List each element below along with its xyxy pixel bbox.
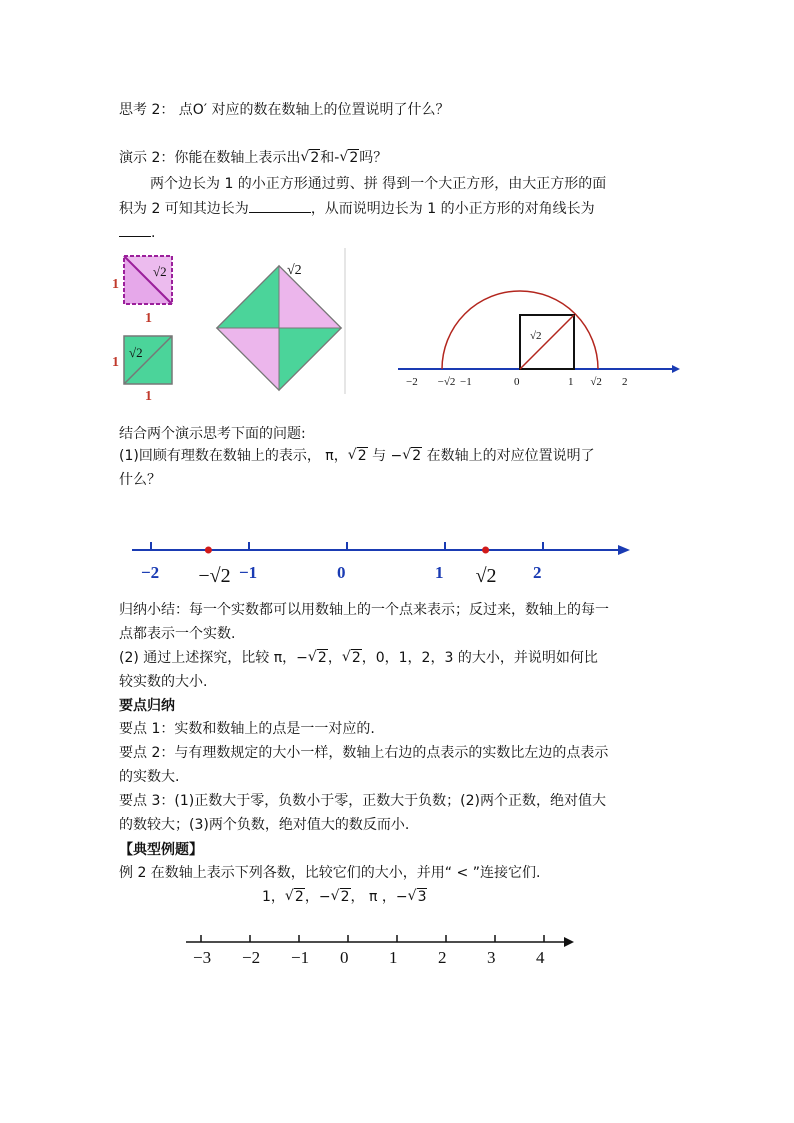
fill-blank-diagonal[interactable] (119, 222, 151, 237)
keypoint-2a: 要点 2：与有理数规定的大小一样，数轴上右边的点表示的实数比左边的点表示 (119, 745, 609, 761)
axis1-tick-label: 0 (514, 376, 520, 388)
demo2-para-line1: 两个边长为 1 的小正方形通过剪、拼 得到一个大正方形，由大正方形的面 (150, 176, 607, 192)
example-title: 【典型例题】 (119, 842, 203, 858)
axis3-tick-label: −3 (193, 948, 212, 967)
axis1-tick-label: √2 (590, 376, 602, 388)
axis2-tick-label: −2 (141, 563, 160, 582)
question-2-end: 较实数的大小. (119, 674, 208, 690)
label-diag-green: √2 (129, 345, 143, 360)
demo2-para-line2: 积为 2 可知其边长为 ，从而说明边长为 1 的小正方形的对角线长为 (119, 198, 595, 219)
question-2: (2) 通过上述探究，比较 π，−√ 2，√ 2，0，1，2，3 的大小，并说明如何比 (119, 648, 598, 668)
fill-blank-side[interactable] (249, 198, 311, 213)
example-2: 例 2 在数轴上表示下列各数，比较它们的大小，并用“ < ”连接它们. (119, 865, 541, 881)
unit-diagonal (520, 315, 574, 369)
axis1-tick-label: −2 (406, 376, 418, 388)
label-big-side: √2 (287, 263, 302, 278)
label-side-green-left: 1 (112, 355, 119, 370)
question-intro: 结合两个演示思考下面的问题: (119, 426, 306, 442)
think2-text: 思考 2： 点O′ 对应的数在数轴上的位置说明了什么？ (119, 102, 450, 118)
demo2-question (119, 148, 387, 168)
keypoint-3b: 的数较大；(3)两个负数，绝对值大的数反而小. (119, 817, 410, 833)
label-side-pink-bottom: 1 (145, 311, 152, 326)
number-line-3 (0, 930, 794, 980)
axis3-tick-label: 4 (536, 948, 545, 967)
summary-line2: 点都表示一个实数. (119, 626, 236, 642)
keypoint-1: 要点 1：实数和数轴上的点是一一对应的. (119, 721, 375, 737)
axis3-tick-label: 0 (340, 948, 349, 967)
neg-sqrt2-symbol: √ 2 (339, 148, 359, 168)
axis1-tick-label: −1 (460, 376, 472, 388)
axis2-tick-label: 2 (533, 563, 542, 582)
demo2-suffix: 吗？ (359, 150, 388, 166)
label-axis-diag: √2 (530, 330, 542, 342)
axis2-tick-label: −√2 (198, 565, 231, 587)
keypoint-2b: 的实数大. (119, 769, 180, 785)
axis2-tick-label: 0 (337, 563, 346, 582)
label-diag-pink: √2 (153, 264, 167, 279)
demo2-prefix: 演示 2：你能在数轴上表示出 (119, 150, 301, 166)
axis1-tick-label: −√2 (437, 376, 456, 388)
question-1: (1)回顾有理数在数轴上的表示， π，√ 2 与 −√ 2 在数轴上的对应位置说明了 (119, 446, 595, 466)
axis3-tick-label: 1 (389, 948, 398, 967)
keypoint-3a: 要点 3：(1)正数大于零，负数小于零，正数大于负数；(2)两个正数，绝对值大 (119, 793, 607, 809)
question-1-end: 什么？ (119, 472, 161, 488)
example-2-list: 1，√ 2，−√ 2， π ，−√ 3 (262, 887, 427, 907)
axis1-tick-label: 2 (622, 376, 628, 388)
axis3-tick-label: −1 (291, 948, 310, 967)
number-line-2 (0, 532, 794, 604)
axis2-point (205, 547, 212, 554)
demo2-para-line3: . (119, 222, 155, 243)
demo-figure (0, 244, 794, 404)
axis2-tick-label: 1 (435, 563, 444, 582)
label-side-green-bottom: 1 (145, 389, 152, 404)
summary-line1: 归纳小结：每一个实数都可以用数轴上的一个点来表示；反过来，数轴上的每一 (119, 602, 609, 618)
axis1-tick-label: 1 (568, 376, 574, 388)
demo2-mid: 和- (320, 150, 340, 166)
axis3-tick-label: −2 (242, 948, 261, 967)
axis2-tick-label: √2 (475, 565, 497, 587)
axis2-tick-label: −1 (239, 563, 258, 582)
axis3-tick-label: 2 (438, 948, 447, 967)
label-side-pink-left: 1 (112, 277, 119, 292)
axis2-point (482, 547, 489, 554)
sqrt2-symbol: √ 2 (300, 148, 320, 168)
axis3-tick-label: 3 (487, 948, 496, 967)
keypoints-title: 要点归纳 (119, 698, 175, 714)
